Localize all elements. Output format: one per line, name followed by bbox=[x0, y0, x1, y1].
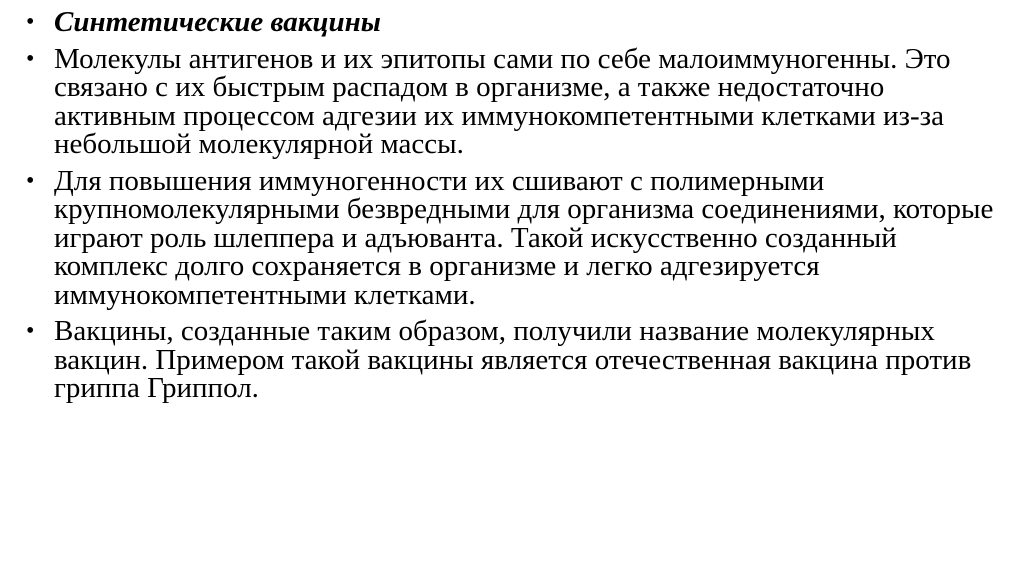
bullet-icon: • bbox=[26, 318, 35, 344]
bullet-item bbox=[26, 164, 1006, 311]
slide-heading: Синтетические вакцины bbox=[54, 6, 381, 38]
bullet-list bbox=[26, 8, 1006, 403]
bullet-text: Вакцины, созданные таким образом, получили название молекулярных вакцин. Примером такой вакцины является отечественная вакцина против гриппа Гриппол. bbox=[54, 315, 972, 404]
bullet-icon: • bbox=[26, 9, 35, 35]
bullet-icon: • bbox=[26, 167, 35, 194]
bullet-item-heading bbox=[26, 8, 1006, 37]
bullet-icon: • bbox=[26, 45, 35, 72]
bullet-item bbox=[26, 42, 1006, 160]
bullet-item bbox=[26, 317, 1006, 403]
bullet-text: Молекулы антигенов и их эпитопы сами по себе малоиммуногенны. Это связано с их быстрым распадом в организме, а также недостаточно активным процессом адгезии их иммунокомпетентными клетками из-за небольшой молекулярной массы. bbox=[54, 42, 951, 160]
bullet-text: Для повышения иммуногенности их сшивают с полимерными крупномолекулярными безвредными для организма соединениями, которые играют роль шлеппера и адъюванта. Такой искусственно созданный комплекс долго сохраняется в организме и легко адгезируется иммунокомпетентными клетками. bbox=[54, 164, 994, 311]
